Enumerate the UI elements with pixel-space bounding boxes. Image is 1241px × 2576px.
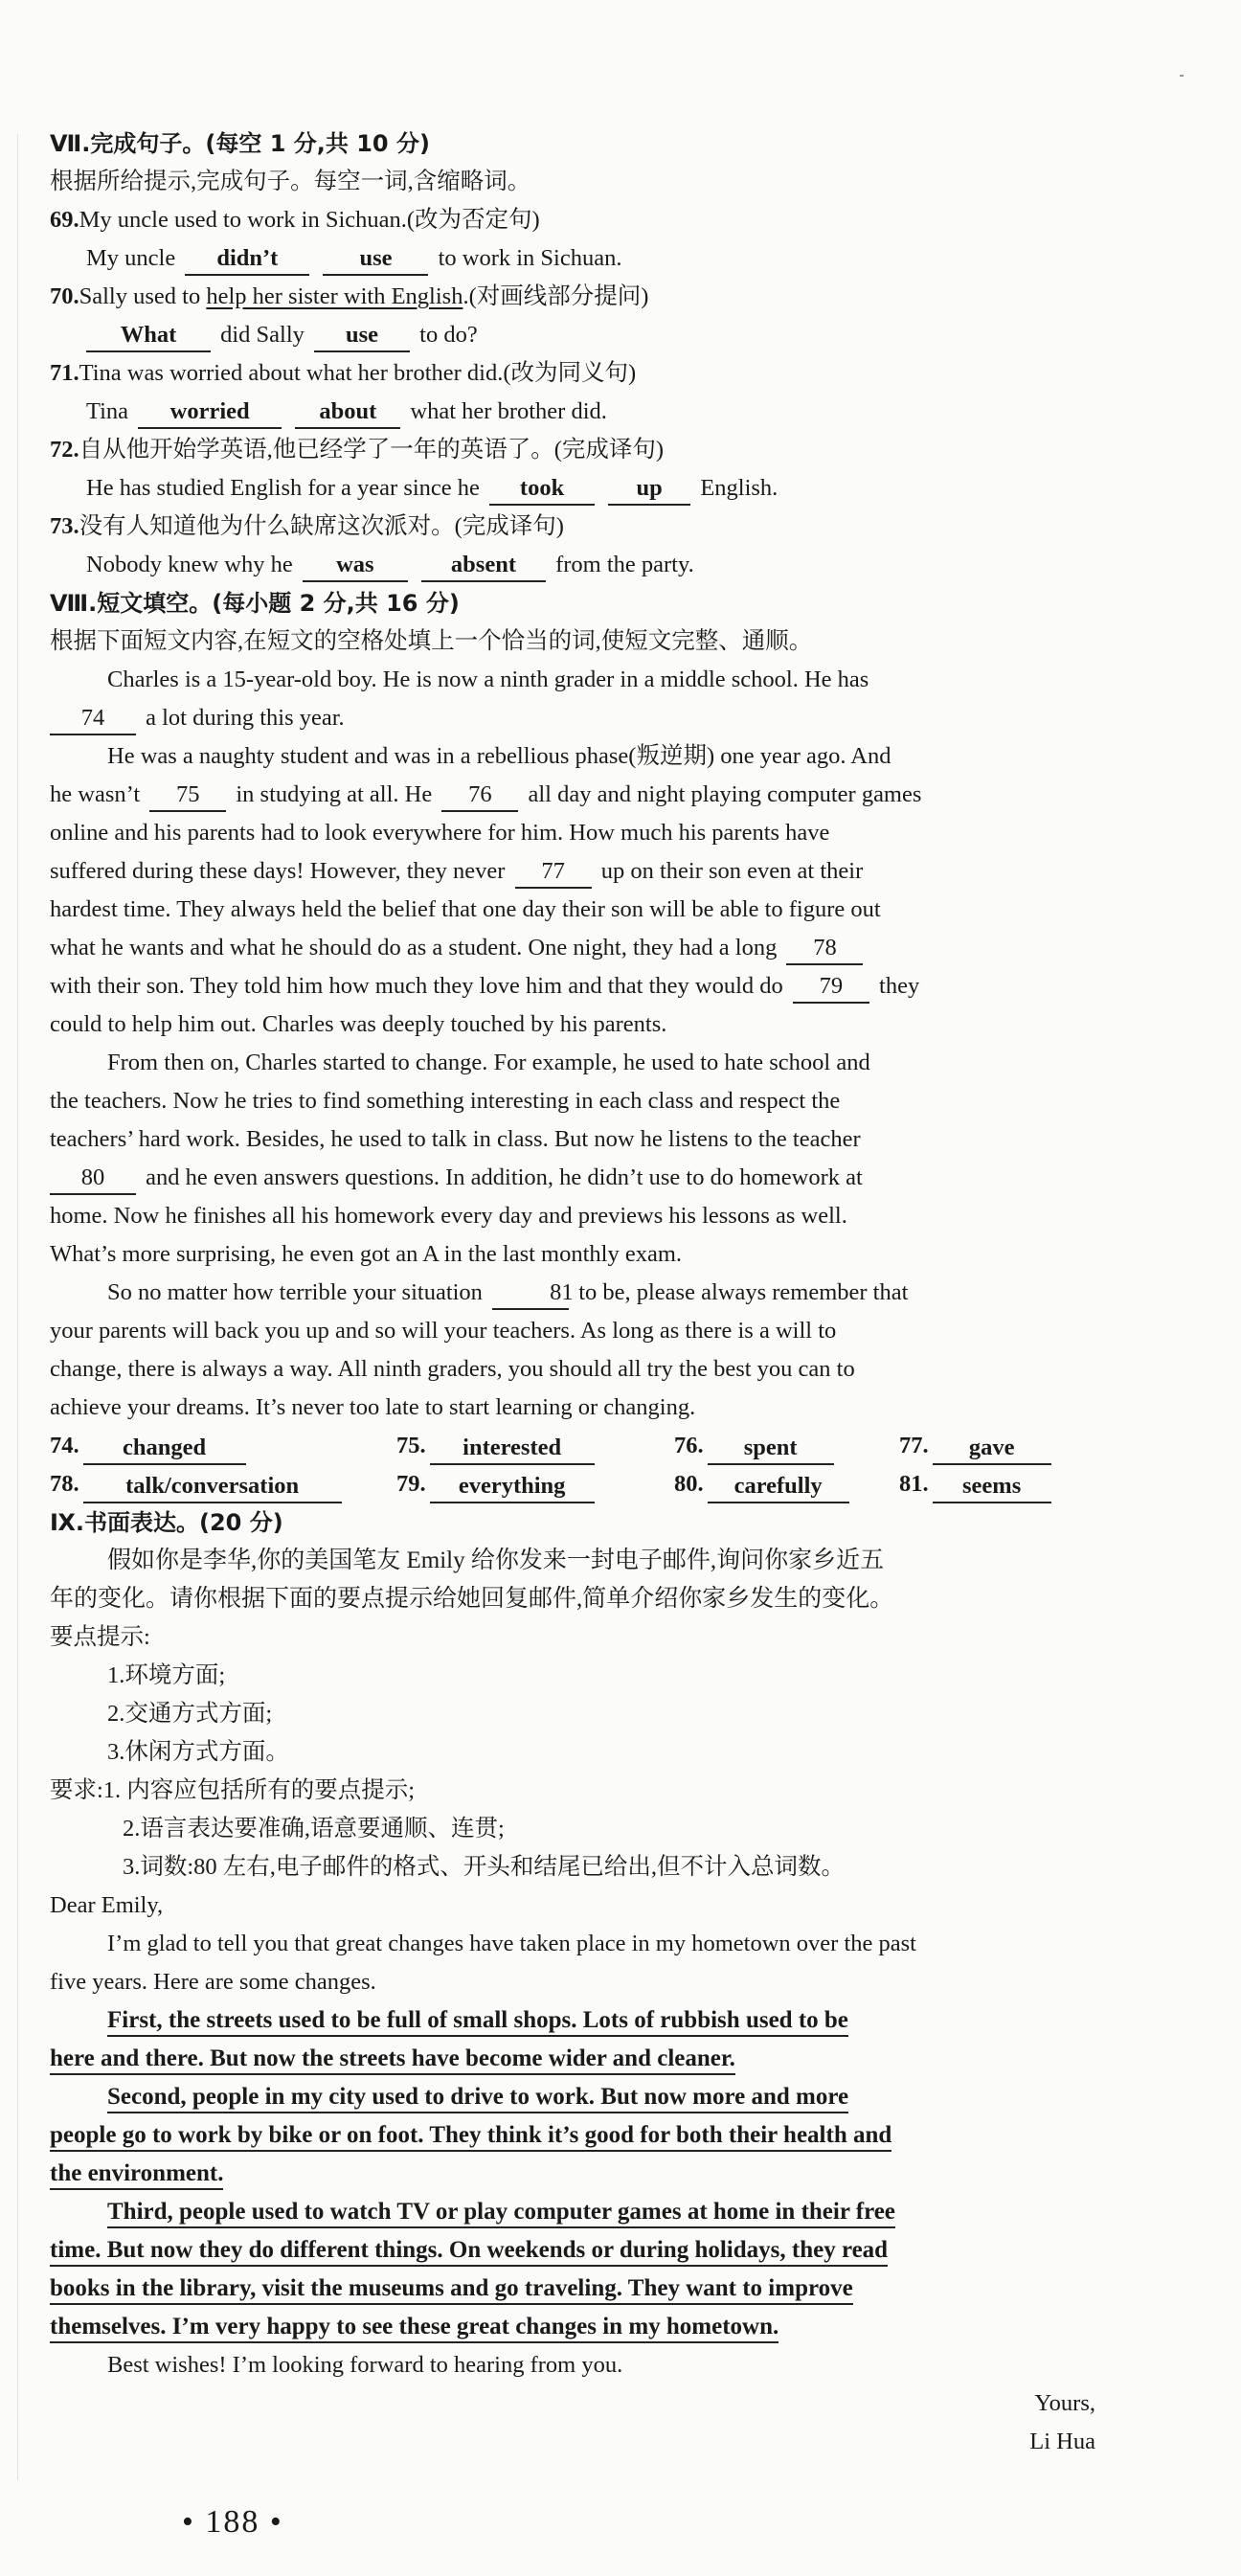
- q69-text: My uncle used to work in Sichuan.(改为否定句): [79, 207, 540, 233]
- passage-line: [50, 776, 1103, 814]
- q69-number: 69.: [50, 207, 79, 233]
- section-8-title: Ⅷ.短文填空。(每小题 2 分,共 16 分): [50, 590, 460, 617]
- q70-blank-2[interactable]: use: [314, 320, 410, 352]
- passage-line: your parents will back you up and so will your teachers. As long as there is a will to: [50, 1318, 837, 1344]
- point-environment: 1.环境方面;: [107, 1662, 226, 1688]
- q72-number: 72.: [50, 437, 79, 463]
- q69-pre: My uncle: [86, 245, 176, 271]
- prompt-line: 年的变化。请你根据下面的要点提示给她回复邮件,简单介绍你家乡发生的变化。: [50, 1586, 894, 1612]
- passage-line: could to help him out. Charles was deeply touched by his parents.: [50, 1011, 667, 1037]
- letter-opening: I’m glad to tell you that great changes have taken place in my hometown over the past: [107, 1931, 916, 1956]
- essay-answer: [50, 2001, 1103, 2346]
- passage-line: achieve your dreams. It’s never too late to start learning or changing.: [50, 1394, 696, 1420]
- letter-yours: Yours,: [1034, 2390, 1095, 2416]
- passage: [50, 661, 1103, 1427]
- blank-80[interactable]: 80: [50, 1163, 136, 1195]
- q71-pre: Tina: [86, 398, 129, 424]
- q70-underlined: help her sister with English: [206, 283, 463, 309]
- q73-prompt: [50, 508, 1103, 546]
- q73-number: 73.: [50, 513, 79, 539]
- letter-closing: Best wishes! I’m looking forward to hearing from you.: [107, 2352, 623, 2378]
- blank-77[interactable]: 77: [515, 856, 592, 889]
- passage-line: [50, 967, 1103, 1006]
- q73-text: 没有人知道他为什么缺席这次派对。(完成译句): [79, 513, 564, 539]
- passage-line: teachers’ hard work. Besides, he used to talk in class. But now he listens to the teacher: [50, 1126, 861, 1152]
- requirement-3: 3.词数:80 左右,电子邮件的格式、开头和结尾已给出,但不计入总词数。: [123, 1854, 846, 1880]
- q72-prompt: [50, 431, 1103, 469]
- q70-blank-1[interactable]: What: [86, 320, 211, 352]
- passage-line: home. Now he finishes all his homework every day and previews his lessons as well.: [50, 1203, 847, 1229]
- q70-prompt: [50, 278, 1103, 316]
- answer-81: 81. seems: [899, 1465, 1072, 1503]
- answer-value[interactable]: spent: [708, 1433, 834, 1465]
- section-7-instruction: 根据所给提示,完成句子。每空一词,含缩略词。: [50, 169, 531, 194]
- q69-blank-1[interactable]: didn’t: [185, 243, 309, 276]
- blank-75[interactable]: 75: [149, 780, 226, 812]
- q73-post: from the party.: [555, 552, 694, 577]
- essay-line: time. But now they do different things. On weekends or during holidays, they read: [50, 2231, 1103, 2270]
- blank-76[interactable]: 76: [441, 780, 518, 812]
- essay-line: Third, people used to watch TV or play computer games at home in their free: [50, 2193, 1103, 2231]
- passage-line: What’s more surprising, he even got an A in the last monthly exam.: [50, 1241, 683, 1267]
- passage-text: suffered during these days! However, they never: [50, 858, 506, 884]
- q72-answer-line: [50, 469, 1103, 508]
- answer-76: 76. spent: [674, 1427, 899, 1465]
- passage-line: [50, 1274, 1103, 1312]
- answer-value[interactable]: gave: [933, 1433, 1051, 1465]
- passage-text: to be, please always remember that: [578, 1279, 909, 1305]
- passage-line: [50, 929, 1103, 967]
- point-transport: 2.交通方式方面;: [107, 1701, 273, 1727]
- answer-78: 78. talk/conversation: [50, 1465, 396, 1503]
- q70-end: to do?: [419, 322, 478, 348]
- passage-text: they: [879, 973, 920, 999]
- requirement-2: 2.语言表达要准确,语意要通顺、连贯;: [123, 1816, 505, 1842]
- section-9-title: Ⅸ.书面表达。(20 分): [50, 1509, 283, 1536]
- passage-line: online and his parents had to look everywhere for him. How much his parents have: [50, 820, 830, 846]
- q71-prompt: [50, 354, 1103, 393]
- passage-text: in studying at all. He: [236, 781, 433, 807]
- q70-answer-line: [50, 316, 1103, 354]
- essay-line: here and there. But now the streets have become wider and cleaner.: [50, 2040, 1103, 2078]
- passage-text: what he wants and what he should do as a student. One night, they had a long: [50, 935, 778, 960]
- q71-post: what her brother did.: [410, 398, 607, 424]
- blank-74[interactable]: 74: [50, 703, 136, 735]
- scan-mark: [1180, 75, 1184, 77]
- q72-post: English.: [700, 475, 778, 501]
- passage-line: [50, 699, 1103, 737]
- passage-line: change, there is always a way. All ninth graders, you should all try the best you can to: [50, 1356, 855, 1382]
- q69-answer-line: [50, 239, 1103, 278]
- q73-pre: Nobody knew why he: [86, 552, 293, 577]
- q69-blank-2[interactable]: use: [323, 243, 428, 276]
- q71-number: 71.: [50, 360, 79, 386]
- letter-signature: Li Hua: [1029, 2429, 1095, 2454]
- answer-row-2: [50, 1465, 1103, 1503]
- essay-line: the environment.: [50, 2155, 1103, 2193]
- answer-value[interactable]: carefully: [708, 1471, 849, 1503]
- answer-value[interactable]: talk/conversation: [83, 1471, 342, 1503]
- q72-text: 自从他开始学英语,他已经学了一年的英语了。(完成译句): [79, 437, 665, 463]
- essay-line: Second, people in my city used to drive to work. But now more and more: [50, 2078, 1103, 2116]
- answer-79: 79. everything: [396, 1465, 674, 1503]
- answer-value[interactable]: everything: [430, 1471, 595, 1503]
- passage-line: He was a naughty student and was in a rebellious phase(叛逆期) one year ago. And: [107, 743, 891, 769]
- q71-blank-1[interactable]: worried: [138, 396, 282, 429]
- answer-80: 80. carefully: [674, 1465, 899, 1503]
- point-leisure: 3.休闲方式方面。: [107, 1739, 289, 1765]
- answer-77: 77. gave: [899, 1427, 1072, 1465]
- passage-text: with their son. They told him how much they love him and that they would do: [50, 973, 783, 999]
- q71-answer-line: [50, 393, 1103, 431]
- passage-text: So no matter how terrible your situation: [107, 1279, 483, 1305]
- q72-blank-1[interactable]: took: [489, 473, 595, 506]
- passage-line: [50, 852, 1103, 891]
- q72-pre: He has studied English for a year since he: [86, 475, 480, 501]
- passage-line: [50, 1159, 1103, 1197]
- page-number: • 188 •: [182, 2504, 283, 2540]
- q69-post: to work in Sichuan.: [438, 245, 622, 271]
- passage-text: he wasn’t: [50, 781, 141, 807]
- q69-prompt: [50, 201, 1103, 239]
- q70-pre: Sally used to: [79, 283, 207, 309]
- passage-line: hardest time. They always held the belief that one day their son will be able to figure out: [50, 896, 881, 922]
- passage-text: up on their son even at their: [600, 858, 864, 884]
- worksheet-page: [50, 124, 1103, 2461]
- answer-value[interactable]: changed: [83, 1433, 246, 1465]
- q73-answer-line: [50, 546, 1103, 584]
- passage-line: the teachers. Now he tries to find something interesting in each class and respect the: [50, 1088, 841, 1114]
- q73-blank-1[interactable]: was: [303, 550, 408, 582]
- q70-number: 70.: [50, 283, 79, 309]
- essay-line: First, the streets used to be full of small shops. Lots of rubbish used to be: [50, 2001, 1103, 2040]
- requirement-1: 要求:1. 内容应包括所有的要点提示;: [50, 1777, 416, 1803]
- passage-line: Charles is a 15-year-old boy. He is now a ninth grader in a middle school. He has: [107, 667, 869, 692]
- blank-78[interactable]: 78: [786, 933, 863, 965]
- essay-line: people go to work by bike or on foot. They think it’s good for both their health and: [50, 2116, 1103, 2155]
- passage-text: and he even answers questions. In addition, he didn’t use to do homework at: [146, 1164, 863, 1190]
- points-label: 要点提示:: [50, 1624, 150, 1650]
- q71-blank-2[interactable]: about: [295, 396, 400, 429]
- q72-blank-2[interactable]: up: [608, 473, 690, 506]
- answer-row-1: [50, 1427, 1103, 1465]
- blank-81[interactable]: 81: [492, 1277, 569, 1310]
- answer-75: 75. interested: [396, 1427, 674, 1465]
- blank-79[interactable]: 79: [793, 971, 869, 1004]
- letter-greeting: Dear Emily,: [50, 1892, 164, 1918]
- prompt-line: 假如你是李华,你的美国笔友 Emily 给你发来一封电子邮件,询问你家乡近五: [107, 1548, 885, 1573]
- section-8-instruction: 根据下面短文内容,在短文的空格处填上一个恰当的词,使短文完整、通顺。: [50, 628, 813, 654]
- q71-text: Tina was worried about what her brother did.(改为同义句): [79, 360, 637, 386]
- passage-text: all day and night playing computer games: [528, 781, 922, 807]
- q73-blank-2[interactable]: absent: [421, 550, 546, 582]
- q70-mid: did Sally: [220, 322, 305, 348]
- q70-post: .(对画线部分提问): [463, 283, 649, 309]
- answer-value[interactable]: interested: [430, 1433, 595, 1465]
- answer-value[interactable]: seems: [933, 1471, 1051, 1503]
- passage-text: a lot during this year.: [146, 705, 345, 731]
- margin-line: [17, 134, 18, 2480]
- passage-line: From then on, Charles started to change. For example, he used to hate school and: [107, 1050, 870, 1075]
- letter-opening: five years. Here are some changes.: [50, 1969, 376, 1995]
- essay-line: books in the library, visit the museums and go traveling. They want to improve: [50, 2270, 1103, 2308]
- answer-74: 74. changed: [50, 1427, 396, 1465]
- section-7-title: Ⅶ.完成句子。(每空 1 分,共 10 分): [50, 130, 430, 157]
- essay-line: themselves. I’m very happy to see these great changes in my hometown.: [50, 2308, 1103, 2346]
